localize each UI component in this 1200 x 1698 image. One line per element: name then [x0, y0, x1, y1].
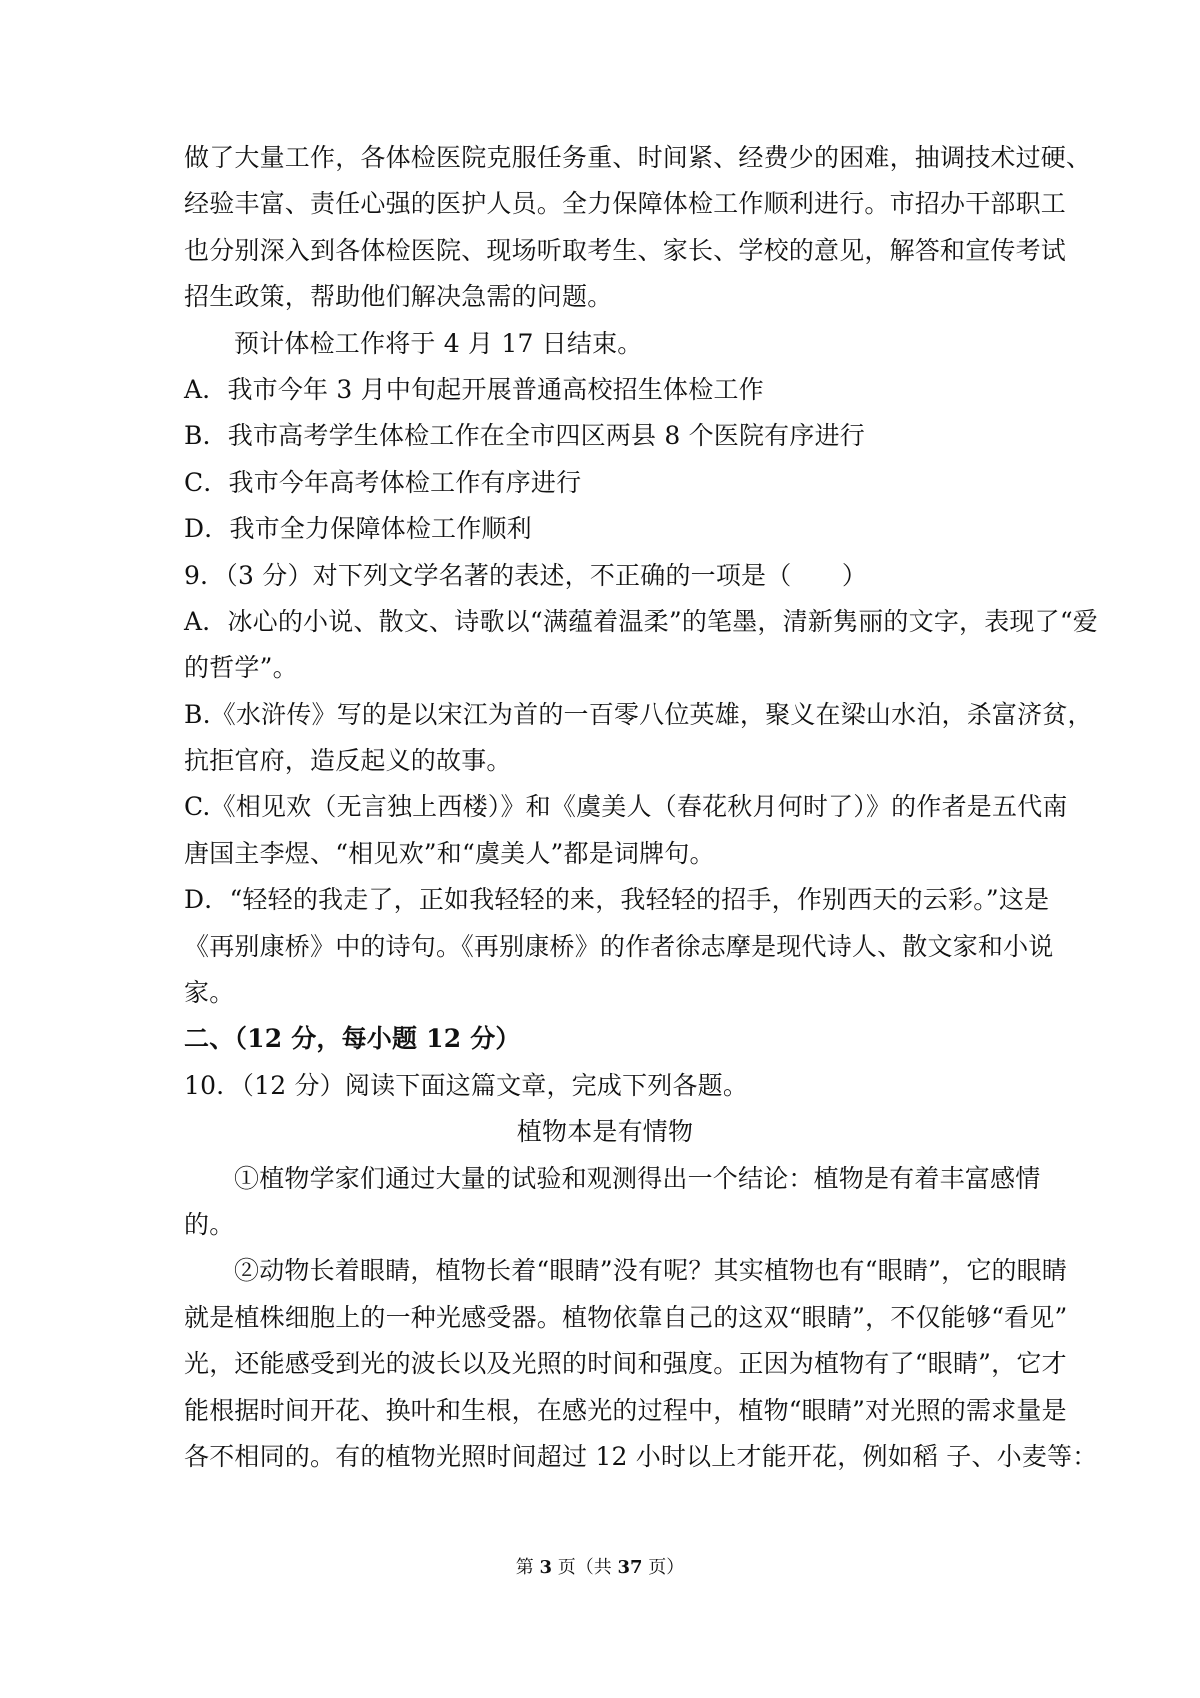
article-paragraph-2: [184, 1248, 1098, 1480]
footer-middle: 页（共: [552, 1557, 618, 1578]
q9-option-a: [184, 599, 1098, 692]
article-title: 植物本是有情物: [516, 1117, 694, 1147]
option-c: C．我市今年高考体检工作有序进行: [184, 467, 582, 497]
text-line: 抗拒官府，造反起义的故事。: [184, 746, 512, 776]
text-line: 唐国主李煜、“相见欢”和“虞美人”都是词牌句。: [184, 838, 715, 868]
text-line: 的。: [184, 1209, 235, 1239]
q10-stem: 10．（12 分）阅读下面这篇文章，完成下列各题。: [184, 1070, 749, 1100]
page-content: [184, 135, 1098, 1480]
text-line: 的哲学”。: [184, 653, 298, 683]
intro-paragraph: [184, 135, 1092, 321]
text-line: 各不相同的。有的植物光照时间超过 12 小时以上才能开花，例如稻 子、小麦等：: [184, 1441, 1098, 1471]
footer-prefix: 第: [515, 1557, 540, 1578]
q9-option-b: [184, 692, 1093, 785]
footer-suffix: 页）: [642, 1557, 685, 1578]
text-line: 也分别深入到各体检医院、现场听取考生、家长、学校的意见，解答和宣传考试: [184, 235, 1067, 265]
footer-page-number: 3: [539, 1557, 552, 1578]
text-line: B.《水浒传》写的是以宋江为首的一百零八位英雄，聚义在梁山水泊，杀富济贫，: [184, 699, 1093, 729]
page-footer: [0, 1553, 1200, 1579]
text-line: 家。: [184, 978, 235, 1008]
footer-total-pages: 37: [617, 1557, 643, 1578]
text-line: 《再别康桥》中的诗句。《再别康桥》的作者徐志摩是现代诗人、散文家和小说: [184, 931, 1054, 961]
text-line: 能根据时间开花、换叶和生根，在感光的过程中，植物“眼睛”对光照的需求量是: [184, 1395, 1067, 1425]
q9-option-c: [184, 784, 1068, 877]
option-a: A．我市今年 3 月中旬起开展普通高校招生体检工作: [184, 374, 764, 404]
text-line: C.《相见欢（无言独上西楼）》和《虞美人（春花秋月何时了）》的作者是五代南: [184, 792, 1068, 822]
text-line: ②动物长着眼睛，植物长着“眼睛”没有呢？其实植物也有“眼睛”，它的眼睛: [234, 1256, 1068, 1286]
text-line: A．冰心的小说、散文、诗歌以“满蕴着温柔”的笔墨，清新隽丽的文字，表现了“爱: [184, 606, 1098, 636]
text-line: 经验丰富、责任心强的医护人员。全力保障体检工作顺利进行。市招办干部职工: [184, 189, 1067, 219]
option-b: B．我市高考学生体检工作在全市四区两县 8 个医院有序进行: [184, 421, 865, 451]
text-line: ①植物学家们通过大量的试验和观测得出一个结论：植物是有着丰富感情: [234, 1163, 1041, 1193]
text-line: 就是植株细胞上的一种光感受器。植物依靠自己的这双“眼睛”，不仅能够“看见”: [184, 1302, 1068, 1332]
text-line: 招生政策，帮助他们解决急需的问题。: [184, 282, 613, 312]
text-line: 光，还能感受到光的波长以及光照的时间和强度。正因为植物有了“眼睛”，它才: [184, 1349, 1067, 1379]
text-line: 做了大量工作，各体检医院克服任务重、时间紧、经费少的困难，抽调技术过硬、: [184, 143, 1092, 172]
end-date-paragraph: 预计体检工作将于 4 月 17 日结束。: [234, 328, 643, 358]
q8-options: [184, 367, 1026, 553]
text-line: D．“轻轻的我走了，正如我轻轻的来，我轻轻的招手，作别西天的云彩。”这是: [184, 885, 1050, 915]
option-d: D．我市全力保障体检工作顺利: [184, 514, 532, 544]
section-two-heading: 二、（12 分，每小题 12 分）: [184, 1024, 521, 1054]
article-paragraph-1: [184, 1156, 1041, 1249]
q9-option-d: [184, 877, 1054, 1016]
q9-stem: 9．（3 分）对下列文学名著的表述，不正确的一项是（ ）: [184, 560, 868, 590]
